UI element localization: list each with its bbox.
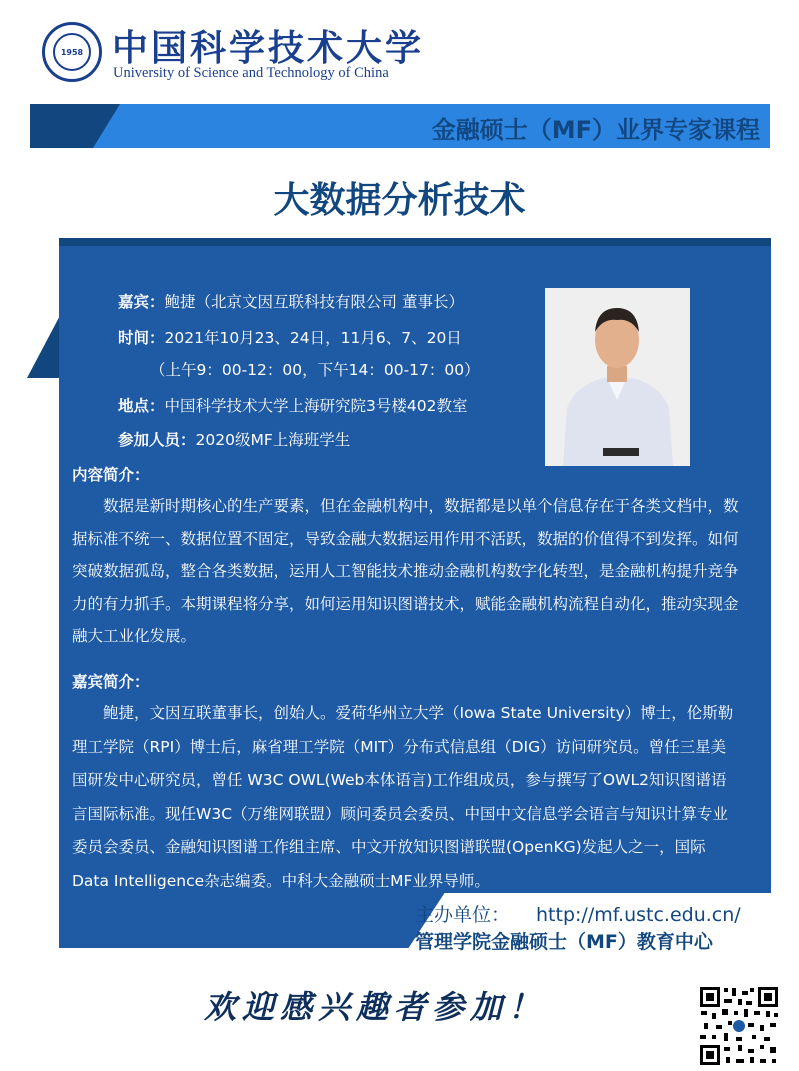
university-name-cn: 中国科学技术大学: [112, 27, 425, 69]
header: [0, 0, 799, 95]
guest-row: [118, 290, 464, 312]
attendees-row: [118, 428, 350, 450]
place-label: 地点：: [118, 397, 165, 415]
panel-top-stripe: [59, 238, 771, 246]
guest-portrait-icon: [545, 288, 690, 466]
bio-text: 鲍捷，文因互联董事长，创始人。爱荷华州立大学（Iowa State University）博士，伦斯勒理工学院（RPI）博士后，麻省理工学院（MIT）分布式信息组（DIG）访问研究员。曾任三星美国研发中心研究员，曾任 W3C OWL(Web本体语言)工作组成员，参与撰写了OWL2知识图谱语言国际标准。现任W3C（万维网联盟）顾问委员会委员、中国中文信息学会语言与知识计算专业委员会委员、金融知识图谱工作组主席、中文开放知识图谱联盟(OpenKG)发起人之一，国际Data Intelligence杂志编委。中科大金融硕士MF业界导师。: [72, 704, 734, 890]
attendees-value: 2020级MF上海班学生: [195, 431, 351, 449]
time-value: 2021年10月23、24日，11月6、7、20日: [164, 329, 462, 347]
host-line: [415, 900, 741, 927]
host-url-link[interactable]: http://mf.ustc.edu.cn/: [536, 904, 741, 926]
content-heading: 内容简介：: [72, 466, 150, 484]
qr-code-graphic: [698, 985, 780, 1067]
seal-year: 1958: [53, 33, 91, 71]
host-label: 主办单位：: [415, 904, 511, 926]
welcome-text: 欢迎感兴趣者参加！: [204, 988, 547, 1026]
bio-heading: 嘉宾简介：: [72, 673, 150, 691]
page-title: 大数据分析技术: [273, 180, 526, 221]
guest-label: 嘉宾：: [118, 293, 165, 311]
host-name: 管理学院金融硕士（MF）教育中心: [415, 931, 713, 953]
time-detail: （上午9：00-12：00，下午14：00-17：00）: [150, 361, 480, 379]
course-series-banner: [30, 104, 770, 148]
time-row: [118, 326, 462, 348]
qr-code-icon[interactable]: [698, 985, 780, 1067]
attendees-label: 参加人员：: [118, 431, 196, 449]
content-text: 数据是新时期核心的生产要素，但在金融机构中，数据都是以单个信息存在于各类文档中，数据标准不统一、数据位置不固定，导致金融大数据运用作用不活跃，数据的价值得不到发挥。如何突破数据孤岛，整合各类数据，运用人工智能技术推动金融机构数字化转型，是金融机构提升竞争力的有力抓手。本期课程将分享，如何运用知识图谱技术，赋能金融机构流程自动化，推动实现金融大工业化发展。: [72, 497, 739, 645]
time-label: 时间：: [118, 329, 165, 347]
place-row: [118, 394, 467, 416]
banner-title: 金融硕士（MF）业界专家课程: [431, 116, 760, 144]
banner-accent: [30, 104, 120, 148]
guest-photo: [545, 288, 690, 466]
guest-value: 鲍捷（北京文因互联科技有限公司 董事长）: [164, 293, 464, 311]
university-name-en: University of Science and Technology of China: [113, 65, 389, 81]
university-seal-icon: [42, 22, 102, 82]
place-value: 中国科学技术大学上海研究院3号楼402教室: [164, 397, 468, 415]
